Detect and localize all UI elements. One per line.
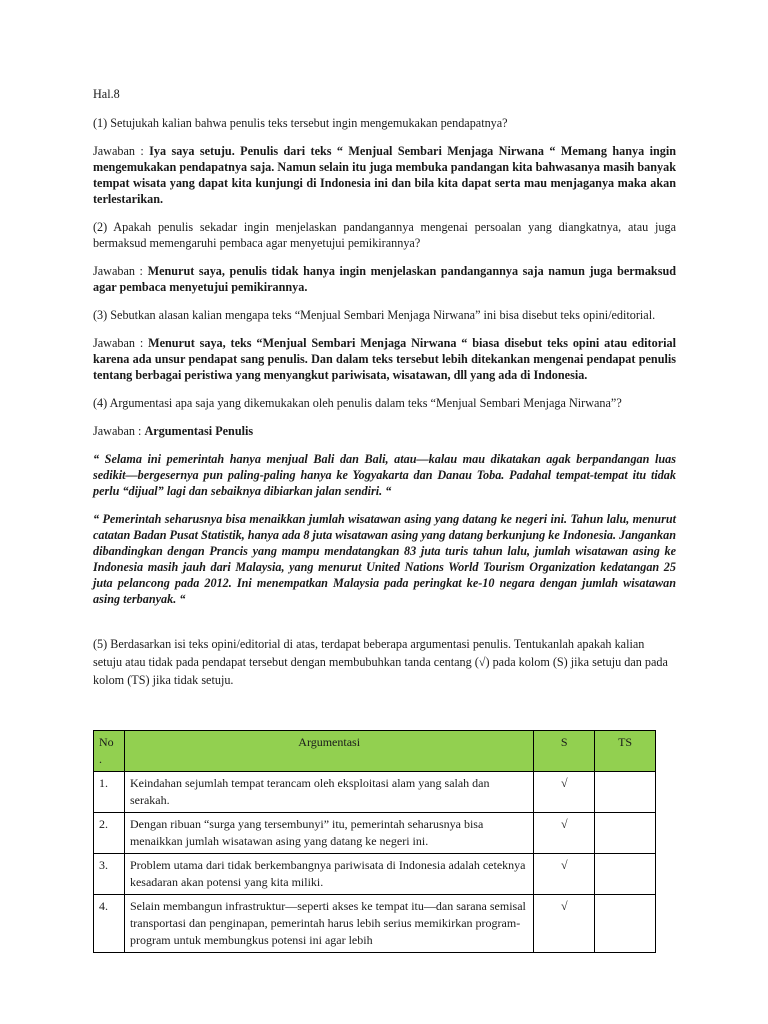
header-no: No . [94, 731, 125, 772]
row-argument: Keindahan sejumlah tempat terancam oleh eksploitasi alam yang salah dan serakah. [124, 772, 533, 813]
header-ts: TS [595, 731, 656, 772]
row-argument: Selain membangun infrastruktur—seperti akses ke tempat itu—dan sarana semisal transportasi dan penginapan, pemerintah harus lebih serius memikirkan program-program untuk membungkus potensi ini agar lebih [124, 895, 533, 953]
answer-3 [93, 335, 676, 383]
answer-2 [93, 263, 676, 295]
row-number: 1. [94, 772, 125, 813]
row-ts-cell [595, 854, 656, 895]
argument-table [93, 730, 656, 953]
question-2: (2) Apakah penulis sekadar ingin menjelaskan pandangannya mengenai persoalan yang diangkatnya, atau juga bermaksud memengaruhi pembaca agar menyetujui pemikirannya? [93, 220, 676, 250]
row-s-checkmark: √ [534, 813, 595, 854]
answer-label: Jawaban : [93, 424, 145, 438]
table-header-row [94, 731, 656, 772]
row-s-checkmark: √ [534, 854, 595, 895]
table-row [94, 895, 656, 953]
answer-4 [93, 423, 676, 439]
table-row [94, 813, 656, 854]
table-row [94, 772, 656, 813]
row-number: 4. [94, 895, 125, 953]
argument-quote-2: “ Pemerintah seharusnya bisa menaikkan jumlah wisatawan asing yang datang ke negeri ini. Tahun lalu, menurut catatan Badan Pusat Statistik, hanya ada 8 juta wisatawan asing yang datang berkunjung ke Indonesia. Jangankan dibandingkan dengan Prancis yang mampu mendatangkan 83 juta turis tahun lalu, jumlah wisatawan asing ke Indonesia masih jauh dari Malaysia, yang menurut United Nations World Tourism Organization kedatangan 25 juta pelancong pada 2012. Ini menempatkan Malaysia pada peringkat ke-10 negara dengan jumlah wisatawan asing terbanyak. “ [93, 512, 676, 606]
answer-1 [93, 143, 676, 207]
table-row [94, 854, 656, 895]
answer-text: Menurut saya, teks “Menjual Sembari Menjaga Nirwana “ biasa disebut teks opini atau editorial karena ada unsur pendapat sang penulis. Dan dalam teks tersebut lebih ditekankan mengenai pendapat penulis tentang berbagai peristiwa yang menyangkut pariwisata, wisatawan, dll yang ada di Indonesia. [93, 336, 676, 382]
page-number: Hal.8 [93, 87, 120, 101]
document-page [93, 86, 676, 689]
answer-text: Argumentasi Penulis [144, 424, 254, 438]
row-ts-cell [595, 813, 656, 854]
header-argumentasi: Argumentasi [124, 731, 533, 772]
answer-label: Jawaban : [93, 264, 148, 278]
row-argument: Dengan ribuan “surga yang tersembunyi” itu, pemerintah seharusnya bisa menaikkan jumlah wisatawan asing yang datang ke negeri ini. [124, 813, 533, 854]
question-3: (3) Sebutkan alasan kalian mengapa teks “Menjual Sembari Menjaga Nirwana” ini bisa disebut teks opini/editorial. [93, 308, 656, 322]
answer-label: Jawaban : [93, 336, 149, 350]
question-1: (1) Setujukah kalian bahwa penulis teks tersebut ingin mengemukakan pendapatnya? [93, 116, 508, 130]
argument-quote-1: “ Selama ini pemerintah hanya menjual Bali dan Bali, atau—kalau mau dikatakan agak berpandangan luas sedikit—bergesernya pun paling-paling hanya ke Yogyakarta dan Danau Toba. Padahal tempat-tempat itu tidak perlu “dijual” lagi dan sebaiknya dibiarkan jalan sendiri. “ [93, 452, 676, 498]
header-s: S [534, 731, 595, 772]
answer-text: Menurut saya, penulis tidak hanya ingin menjelaskan pandangannya saja namun juga bermaksud agar pembaca menyetujui pemikirannya. [93, 264, 676, 294]
row-number: 3. [94, 854, 125, 895]
answer-text: Iya saya setuju. Penulis dari teks “ Menjual Sembari Menjaga Nirwana “ Memang hanya ingin mengemukakan pendapatnya saja. Namun selain itu juga membuka pandangan kita bahwasanya masih banyak tempat wisata yang dapat kita kunjungi di Indonesia ini dan bila kita dapat serta mau menjaganya maka akan terlestarikan. [93, 144, 676, 206]
row-s-checkmark: √ [534, 895, 595, 953]
row-ts-cell [595, 772, 656, 813]
question-4: (4) Argumentasi apa saja yang dikemukakan oleh penulis dalam teks “Menjual Sembari Menjaga Nirwana”? [93, 396, 622, 410]
row-s-checkmark: √ [534, 772, 595, 813]
question-5: (5) Berdasarkan isi teks opini/editorial di atas, terdapat beberapa argumentasi penulis. Tentukanlah apakah kalian setuju atau tidak pada pendapat tersebut dengan membubuhkan tanda centang (√) pada kolom (S) jika setuju dan pada kolom (TS) jika tidak setuju. [93, 637, 668, 687]
row-argument: Problem utama dari tidak berkembangnya pariwisata di Indonesia adalah ceteknya kesadaran akan potensi yang kita miliki. [124, 854, 533, 895]
answer-label: Jawaban : [93, 144, 150, 158]
row-number: 2. [94, 813, 125, 854]
row-ts-cell [595, 895, 656, 953]
